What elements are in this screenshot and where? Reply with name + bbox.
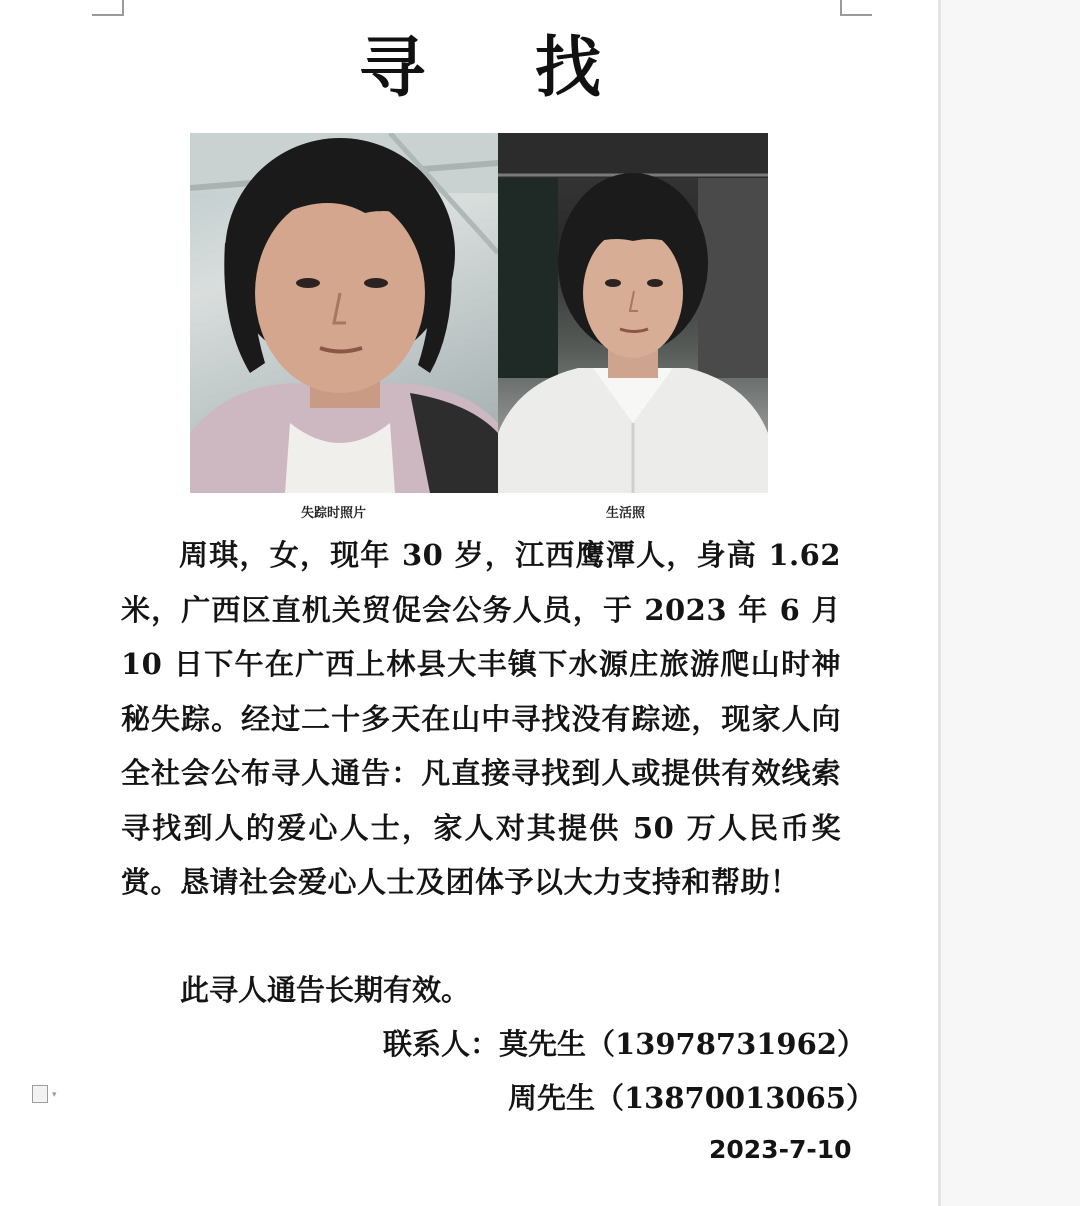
missing-photo-caption: 失踪时照片	[301, 506, 367, 521]
validity-statement: 此寻人通告长期有效。	[180, 973, 471, 1007]
chevron-down-icon[interactable]: ▾	[52, 1090, 57, 1100]
contact-primary: 联系人：莫先生（13978731962）	[383, 1027, 866, 1061]
crop-mark-top-left	[92, 0, 124, 16]
notice-date: 2023-7-10	[709, 1135, 852, 1164]
life-photo-caption: 生活照	[606, 506, 646, 521]
notice-body: 周琪，女，现年 30 岁，江西鹰潭人，身高 1.62 米，广西区直机关贸促会公务人员，于 2023 年 6 月 10 日下午在广西上林县大丰镇下水源庄旅游爬山时神秘失踪。经过二十多天在山中寻找没有踪迹，现家人向全社会公布寻人通告：凡直接寻找到人或提供有效线索寻找到人的爱心人士，家人对其提供 50 万人民币奖赏。恳请社会爱心人士及团体予以大力支持和帮助！	[121, 538, 841, 899]
notice-title: 寻找	[359, 29, 711, 106]
right-margin	[941, 0, 1080, 1206]
missing-photo	[190, 133, 498, 493]
document-icon[interactable]	[32, 1085, 48, 1103]
contact-secondary: 周先生（13870013065）	[508, 1081, 875, 1115]
crop-mark-top-right	[840, 0, 872, 16]
life-photo	[498, 133, 768, 493]
